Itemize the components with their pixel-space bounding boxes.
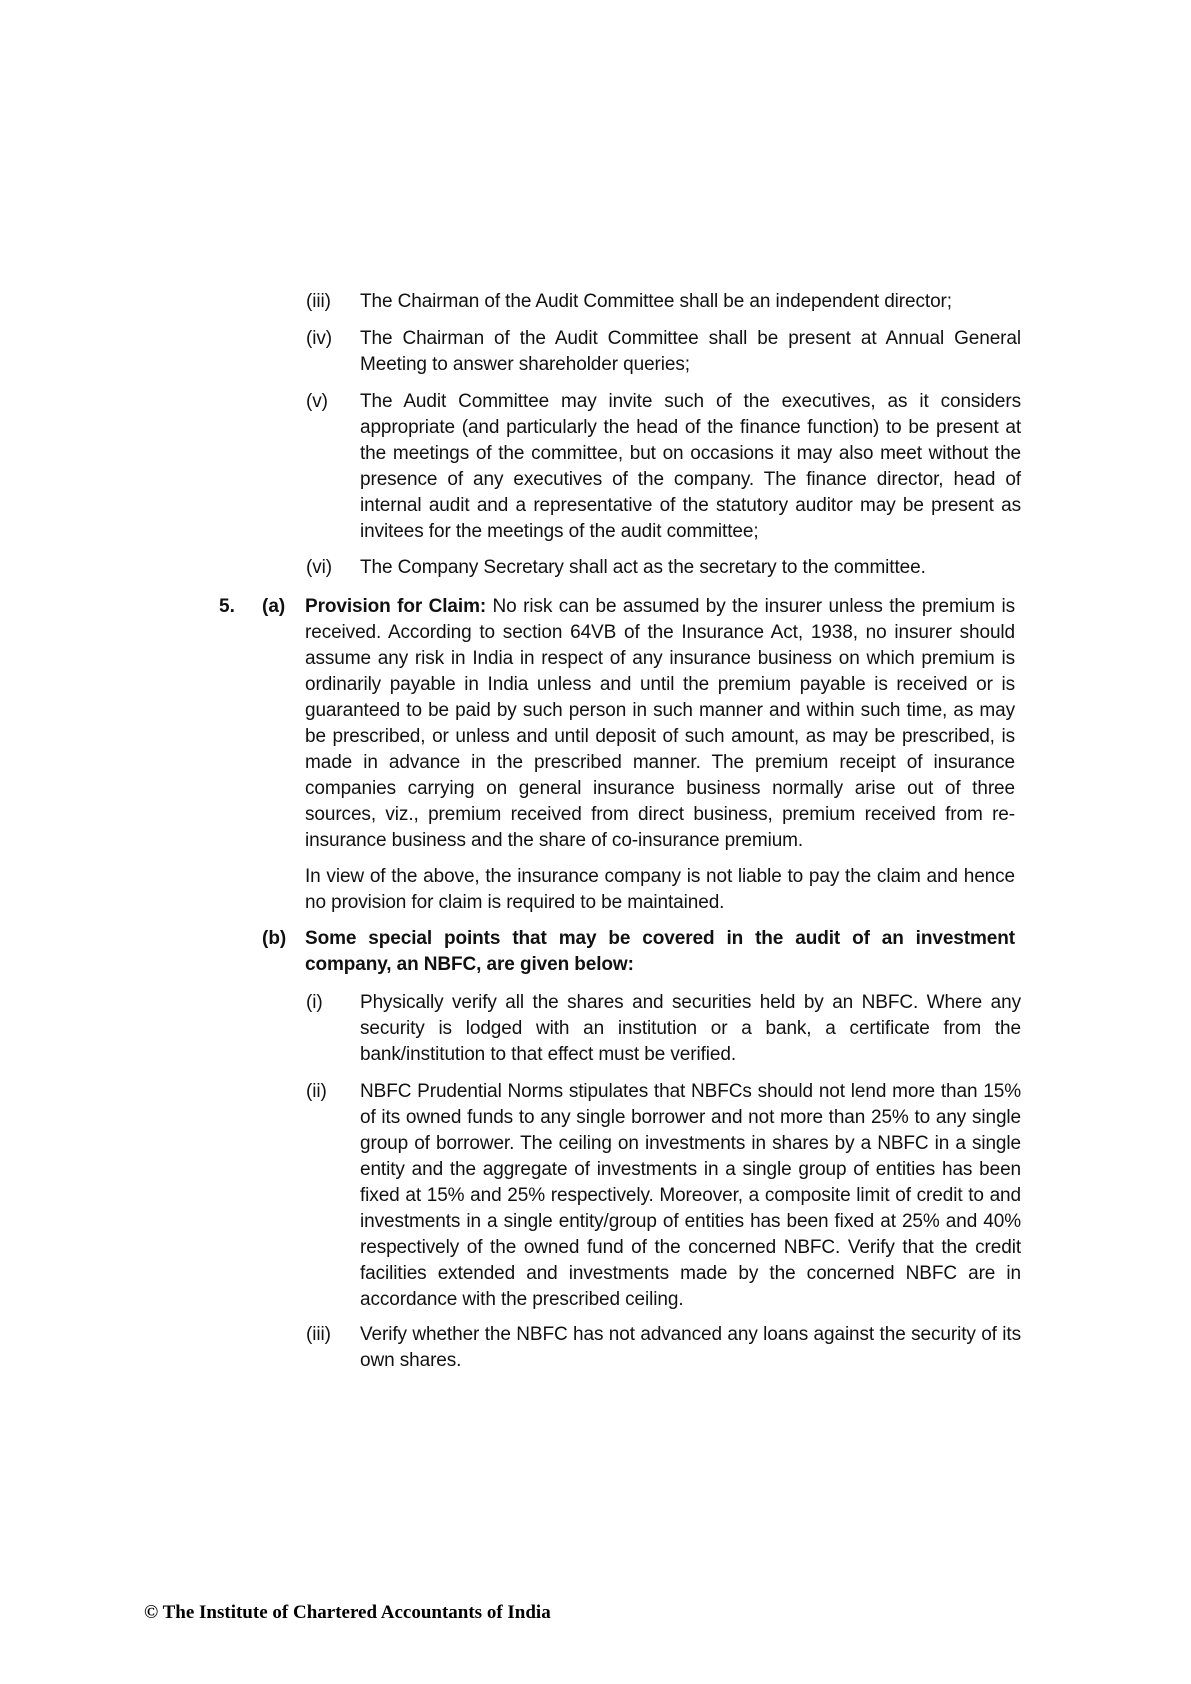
part-a-text: No risk can be assumed by the insurer unless the premium is received. According to section 64VB of the Insurance Act, 1938, no insurer should assume any risk in India in respect of any insurance business on which premium is ordinarily payable in India unless and until the premium payable is received or is guaranteed to be paid by such person in such manner and within such time, as may be prescribed, or unless and until deposit of such amount, as may be prescribed, is made in advance in the prescribed manner. The premium receipt of insurance companies carrying on general insurance business normally arise out of three sources, viz., premium received from direct business, premium received from re-insurance business and the share of co-insurance premium. [305,596,1016,851]
part-a-label: (a) [262,596,286,617]
item-text: The Company Secretary shall act as the secretary to the committee. [360,557,926,578]
item-label: (vi) [306,557,332,578]
item-text: The Audit Committee may invite such of the executives, as it considers appropriate (and particularly the head of the finance function) to be present at the meetings of the committee, but on occasions it may also meet without the presence of any executives of the company. The finance director, head of internal audit and a representative of the statutory auditor may be present as invitees for the meetings of the audit committee; [360,391,1021,542]
item-label: (iv) [306,328,332,349]
part-a-heading: Provision for Claim: [305,596,487,617]
part-a-paragraph [305,594,1015,854]
part-b-label: (b) [262,928,287,949]
item-label: (iii) [306,1324,331,1345]
question-number: 5. [219,596,235,617]
item-label: (iii) [306,291,331,312]
item-label: (v) [306,391,328,412]
item-label: (i) [306,992,323,1013]
item-label: (ii) [306,1081,327,1102]
footer-copyright: © The Institute of Chartered Accountants of India [144,1602,551,1623]
part-b-heading: Some special points that may be covered in the audit of an investment company, an NBFC, are given below: [305,928,1015,975]
item-text: The Chairman of the Audit Committee shall be present at Annual General Meeting to answer shareholder queries; [360,328,1021,375]
item-text: Physically verify all the shares and securities held by an NBFC. Where any security is lodged with an institution or a bank, a certificate from the bank/institution to that effect must be verified. [360,992,1021,1065]
part-a-conclusion: In view of the above, the insurance company is not liable to pay the claim and hence no provision for claim is required to be maintained. [305,866,1015,913]
item-text: NBFC Prudential Norms stipulates that NBFCs should not lend more than 15% of its owned funds to any single borrower and not more than 25% to any single group of borrower. The ceiling on investments in shares by a NBFC in a single entity and the aggregate of investments in a single group of entities has been fixed at 15% and 25% respectively. Moreover, a composite limit of credit to and investments in a single entity/group of entities has been fixed at 25% and 40% respectively of the owned fund of the concerned NBFC. Verify that the credit facilities extended and investments made by the concerned NBFC are in accordance with the prescribed ceiling. [360,1081,1021,1310]
item-text: The Chairman of the Audit Committee shall be an independent director; [360,291,952,312]
item-text: Verify whether the NBFC has not advanced any loans against the security of its own shares. [360,1324,1021,1371]
